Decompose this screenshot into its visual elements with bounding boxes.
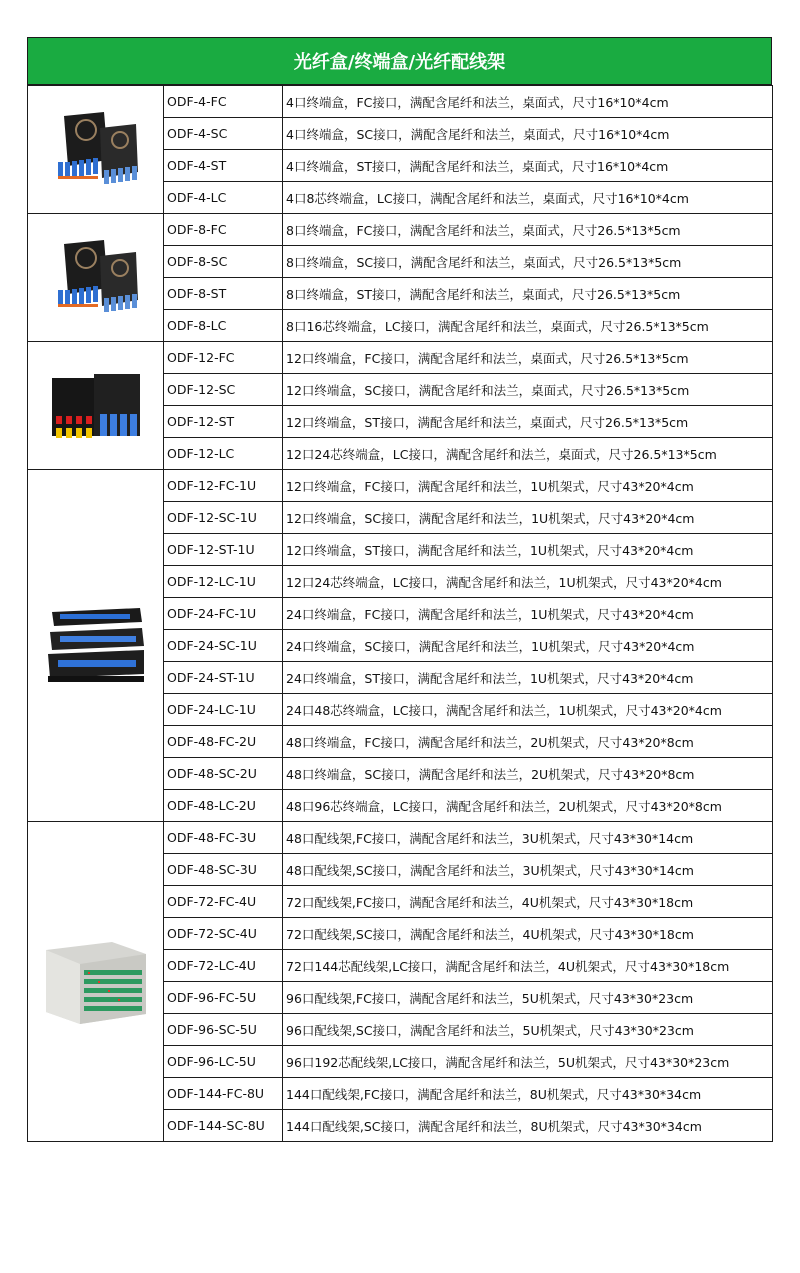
model-cell: ODF-12-ST bbox=[164, 406, 283, 438]
model-cell: ODF-48-LC-2U bbox=[164, 790, 283, 822]
description-cell: 72口144芯配线架,LC接口，满配含尾纤和法兰，4U机架式，尺寸43*30*18cm bbox=[283, 950, 773, 982]
description-cell: 24口终端盒，ST接口，满配含尾纤和法兰，1U机架式，尺寸43*20*4cm bbox=[283, 662, 773, 694]
description-cell: 12口终端盒，FC接口，满配含尾纤和法兰，桌面式，尺寸26.5*13*5cm bbox=[283, 342, 773, 374]
description-cell: 48口配线架,FC接口，满配含尾纤和法兰，3U机架式，尺寸43*30*14cm bbox=[283, 822, 773, 854]
model-cell: ODF-4-ST bbox=[164, 150, 283, 182]
description-cell: 4口终端盒，ST接口，满配含尾纤和法兰，桌面式，尺寸16*10*4cm bbox=[283, 150, 773, 182]
table-row bbox=[28, 470, 773, 502]
model-cell: ODF-24-SC-1U bbox=[164, 630, 283, 662]
desktop-terminal-box-black-photo bbox=[28, 214, 164, 342]
model-cell: ODF-12-FC bbox=[164, 342, 283, 374]
model-cell: ODF-24-ST-1U bbox=[164, 662, 283, 694]
product-sheet bbox=[27, 37, 772, 1142]
description-cell: 96口配线架,FC接口，满配含尾纤和法兰，5U机架式，尺寸43*30*23cm bbox=[283, 982, 773, 1014]
desktop-terminal-box-black-photo bbox=[28, 86, 164, 214]
model-cell: ODF-48-FC-2U bbox=[164, 726, 283, 758]
description-cell: 8口16芯终端盒，LC接口，满配含尾纤和法兰，桌面式，尺寸26.5*13*5cm bbox=[283, 310, 773, 342]
model-cell: ODF-12-FC-1U bbox=[164, 470, 283, 502]
model-cell: ODF-24-LC-1U bbox=[164, 694, 283, 726]
sheet-title: 光纤盒/终端盒/光纤配线架 bbox=[27, 37, 772, 85]
twelve-port-terminal-box-photo bbox=[28, 342, 164, 470]
rack-mount-patch-panel-photo bbox=[28, 470, 164, 822]
model-cell: ODF-72-SC-4U bbox=[164, 918, 283, 950]
description-cell: 12口终端盒，SC接口，满配含尾纤和法兰，1U机架式，尺寸43*20*4cm bbox=[283, 502, 773, 534]
model-cell: ODF-8-ST bbox=[164, 278, 283, 310]
model-cell: ODF-8-LC bbox=[164, 310, 283, 342]
product-table-body bbox=[28, 86, 773, 1142]
description-cell: 24口终端盒，FC接口，满配含尾纤和法兰，1U机架式，尺寸43*20*4cm bbox=[283, 598, 773, 630]
description-cell: 144口配线架,SC接口，满配含尾纤和法兰，8U机架式，尺寸43*30*34cm bbox=[283, 1110, 773, 1142]
model-cell: ODF-144-SC-8U bbox=[164, 1110, 283, 1142]
model-cell: ODF-48-SC-3U bbox=[164, 854, 283, 886]
table-row bbox=[28, 822, 773, 854]
model-cell: ODF-8-SC bbox=[164, 246, 283, 278]
model-cell: ODF-12-ST-1U bbox=[164, 534, 283, 566]
model-cell: ODF-12-SC bbox=[164, 374, 283, 406]
model-cell: ODF-12-LC bbox=[164, 438, 283, 470]
product-table bbox=[27, 85, 773, 1142]
table-row bbox=[28, 86, 773, 118]
model-cell: ODF-12-LC-1U bbox=[164, 566, 283, 598]
description-cell: 96口192芯配线架,LC接口，满配含尾纤和法兰，5U机架式，尺寸43*30*23cm bbox=[283, 1046, 773, 1078]
description-cell: 12口24芯终端盒，LC接口，满配含尾纤和法兰，1U机架式，尺寸43*20*4cm bbox=[283, 566, 773, 598]
model-cell: ODF-8-FC bbox=[164, 214, 283, 246]
description-cell: 12口终端盒，ST接口，满配含尾纤和法兰，1U机架式，尺寸43*20*4cm bbox=[283, 534, 773, 566]
model-cell: ODF-24-FC-1U bbox=[164, 598, 283, 630]
description-cell: 48口终端盒，SC接口，满配含尾纤和法兰，2U机架式，尺寸43*20*8cm bbox=[283, 758, 773, 790]
model-cell: ODF-144-FC-8U bbox=[164, 1078, 283, 1110]
model-cell: ODF-4-LC bbox=[164, 182, 283, 214]
description-cell: 4口终端盒，SC接口，满配含尾纤和法兰，桌面式，尺寸16*10*4cm bbox=[283, 118, 773, 150]
description-cell: 24口48芯终端盒，LC接口，满配含尾纤和法兰，1U机架式，尺寸43*20*4cm bbox=[283, 694, 773, 726]
description-cell: 96口配线架,SC接口，满配含尾纤和法兰，5U机架式，尺寸43*30*23cm bbox=[283, 1014, 773, 1046]
description-cell: 12口终端盒，SC接口，满配含尾纤和法兰，桌面式，尺寸26.5*13*5cm bbox=[283, 374, 773, 406]
model-cell: ODF-12-SC-1U bbox=[164, 502, 283, 534]
description-cell: 72口配线架,SC接口，满配含尾纤和法兰，4U机架式，尺寸43*30*18cm bbox=[283, 918, 773, 950]
description-cell: 8口终端盒，SC接口，满配含尾纤和法兰，桌面式，尺寸26.5*13*5cm bbox=[283, 246, 773, 278]
description-cell: 8口终端盒，ST接口，满配含尾纤和法兰，桌面式，尺寸26.5*13*5cm bbox=[283, 278, 773, 310]
description-cell: 72口配线架,FC接口，满配含尾纤和法兰，4U机架式，尺寸43*30*18cm bbox=[283, 886, 773, 918]
table-row bbox=[28, 214, 773, 246]
model-cell: ODF-72-FC-4U bbox=[164, 886, 283, 918]
description-cell: 144口配线架,FC接口，满配含尾纤和法兰，8U机架式，尺寸43*30*34cm bbox=[283, 1078, 773, 1110]
table-row bbox=[28, 342, 773, 374]
description-cell: 48口终端盒，FC接口，满配含尾纤和法兰，2U机架式，尺寸43*20*8cm bbox=[283, 726, 773, 758]
model-cell: ODF-72-LC-4U bbox=[164, 950, 283, 982]
model-cell: ODF-4-SC bbox=[164, 118, 283, 150]
model-cell: ODF-4-FC bbox=[164, 86, 283, 118]
description-cell: 12口24芯终端盒，LC接口，满配含尾纤和法兰，桌面式，尺寸26.5*13*5cm bbox=[283, 438, 773, 470]
description-cell: 4口终端盒，FC接口，满配含尾纤和法兰，桌面式，尺寸16*10*4cm bbox=[283, 86, 773, 118]
model-cell: ODF-96-LC-5U bbox=[164, 1046, 283, 1078]
description-cell: 12口终端盒，FC接口，满配含尾纤和法兰，1U机架式，尺寸43*20*4cm bbox=[283, 470, 773, 502]
model-cell: ODF-48-FC-3U bbox=[164, 822, 283, 854]
model-cell: ODF-96-SC-5U bbox=[164, 1014, 283, 1046]
description-cell: 24口终端盒，SC接口，满配含尾纤和法兰，1U机架式，尺寸43*20*4cm bbox=[283, 630, 773, 662]
description-cell: 8口终端盒，FC接口，满配含尾纤和法兰，桌面式，尺寸26.5*13*5cm bbox=[283, 214, 773, 246]
model-cell: ODF-96-FC-5U bbox=[164, 982, 283, 1014]
description-cell: 48口96芯终端盒，LC接口，满配含尾纤和法兰，2U机架式，尺寸43*20*8cm bbox=[283, 790, 773, 822]
distribution-frame-cabinet-photo bbox=[28, 822, 164, 1142]
description-cell: 4口8芯终端盒，LC接口，满配含尾纤和法兰，桌面式，尺寸16*10*4cm bbox=[283, 182, 773, 214]
description-cell: 48口配线架,SC接口，满配含尾纤和法兰，3U机架式，尺寸43*30*14cm bbox=[283, 854, 773, 886]
model-cell: ODF-48-SC-2U bbox=[164, 758, 283, 790]
description-cell: 12口终端盒，ST接口，满配含尾纤和法兰，桌面式，尺寸26.5*13*5cm bbox=[283, 406, 773, 438]
